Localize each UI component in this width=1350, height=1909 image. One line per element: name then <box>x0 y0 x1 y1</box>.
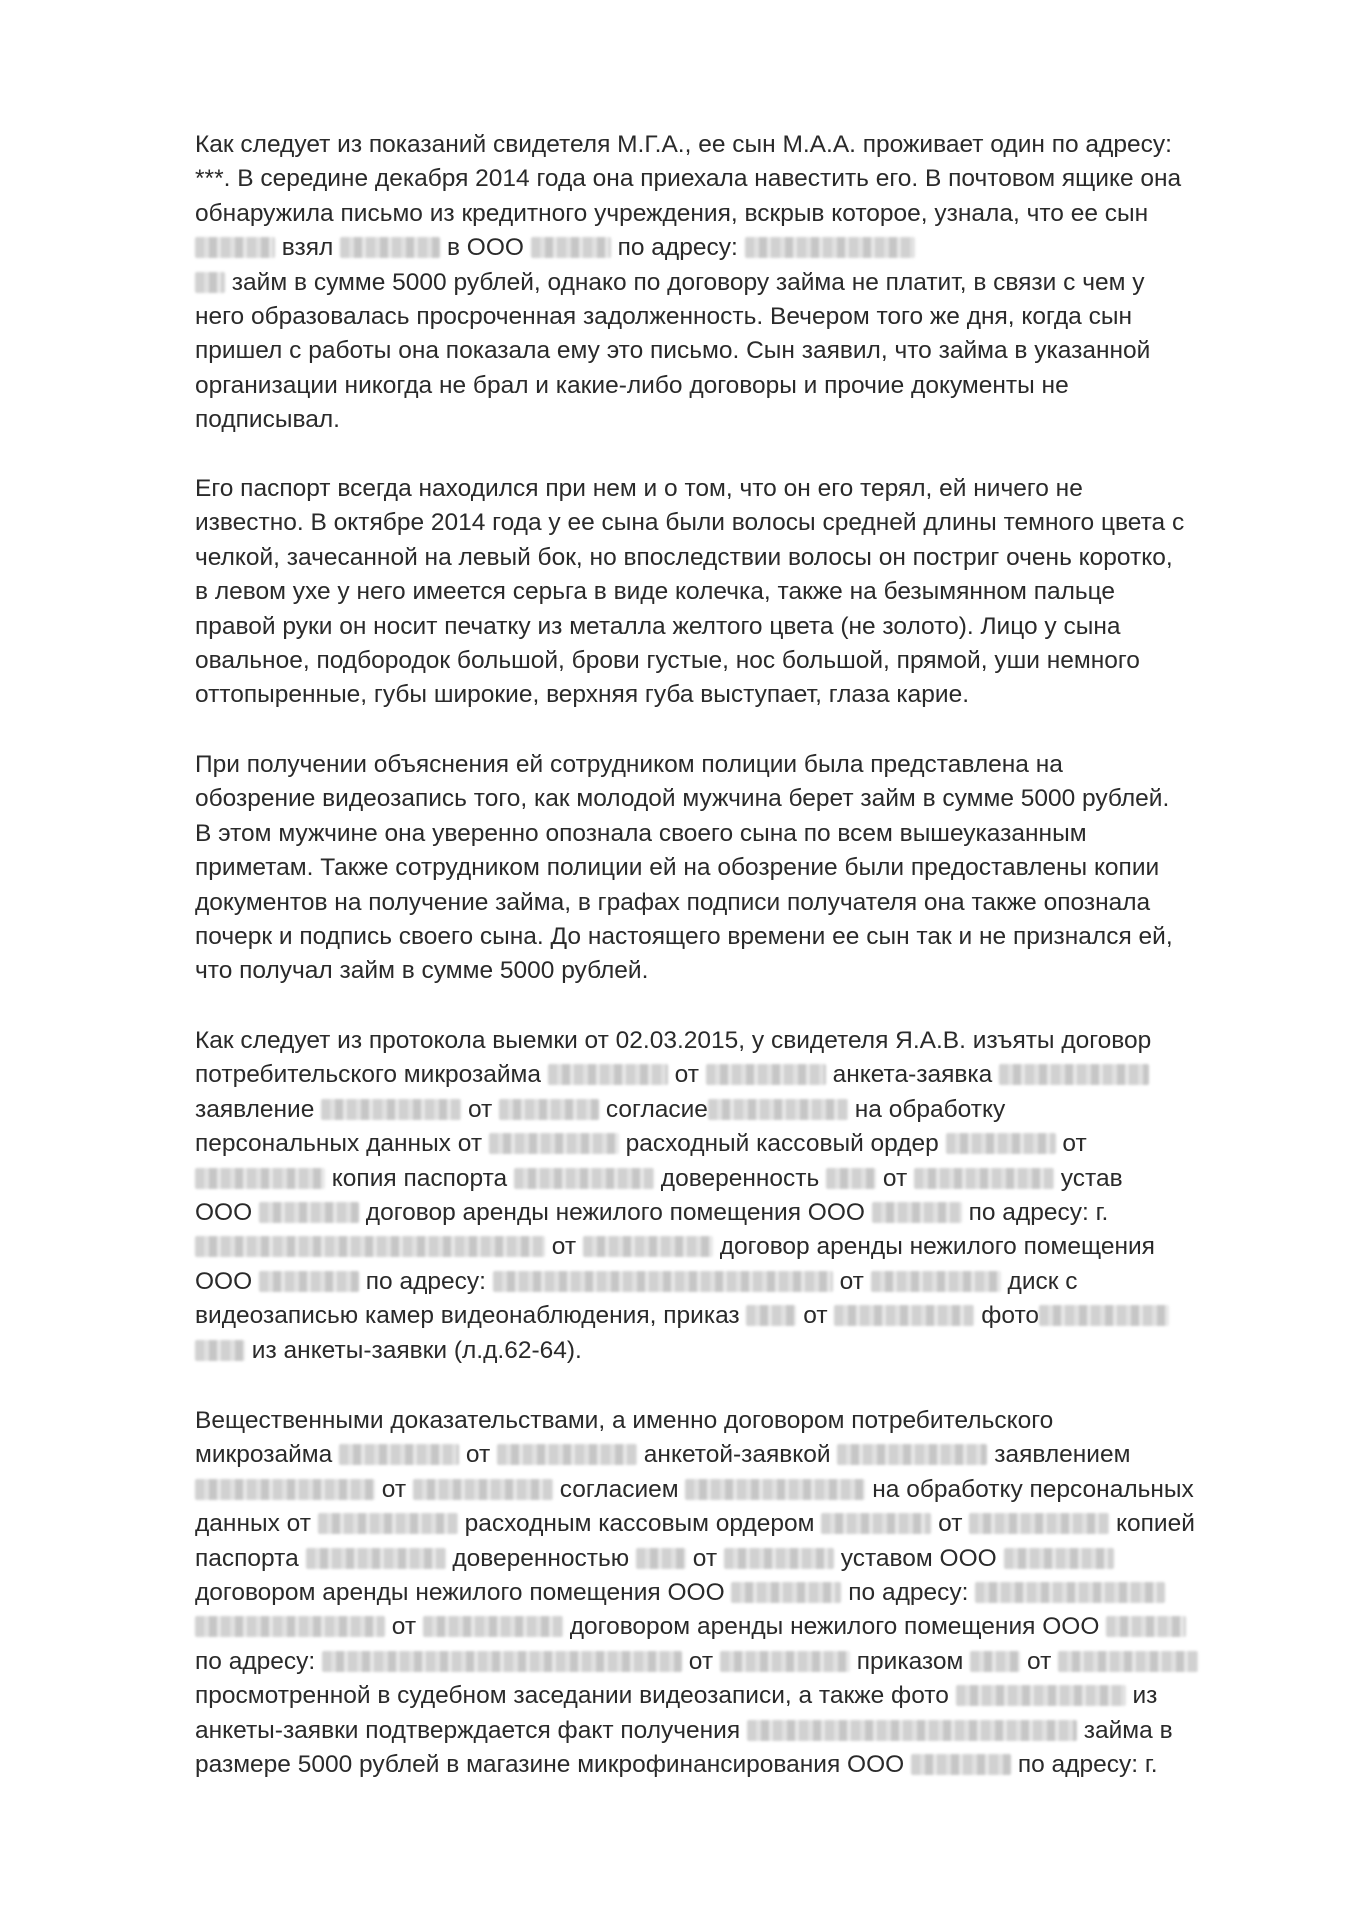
line-text: организации никогда не брал и какие-либо договоры и прочие документы не <box>195 371 1069 399</box>
line-text: по адресу: <box>358 1267 493 1295</box>
text-line <box>195 369 1275 403</box>
text-line <box>195 920 1275 954</box>
line-text: видеозаписью камер видеонаблюдения, приказ <box>195 1302 747 1330</box>
line-text: документов на получение займа, в графах подписи получателя она также опознала <box>195 888 1151 916</box>
text-line <box>195 1473 1275 1507</box>
text-line <box>195 1438 1275 1472</box>
redacted-text <box>911 1754 1011 1775</box>
line-text: заявление <box>195 1095 322 1123</box>
line-text: от <box>685 1544 724 1572</box>
redacted-text <box>497 1444 637 1465</box>
text-line <box>195 1093 1275 1127</box>
redacted-text <box>259 1271 359 1292</box>
redacted-text <box>720 1651 850 1672</box>
text-line <box>195 231 1275 265</box>
redacted-text <box>195 1340 245 1361</box>
line-text: заявлением <box>987 1441 1131 1469</box>
line-text: на обработку <box>847 1095 1006 1123</box>
line-text: диск с <box>1000 1267 1078 1295</box>
line-text: Его паспорт всегда находился при нем и о том, что он его терял, ей ничего не <box>195 475 1083 502</box>
text-line <box>195 334 1275 368</box>
redacted-text <box>340 237 440 258</box>
line-text: уставом ООО <box>833 1544 1004 1572</box>
line-text: Как следует из показаний свидетеля М.Г.А., ее сын М.А.А. проживает один по адресу: <box>195 131 1172 158</box>
text-line <box>195 1230 1275 1264</box>
paragraph-police-video <box>195 748 1275 989</box>
line-text: от <box>931 1510 970 1538</box>
line-text: Вещественными доказательствами, а именно договором потребительского <box>195 1407 1054 1434</box>
line-text: фото <box>974 1302 1040 1330</box>
line-text: займа в <box>1076 1716 1173 1744</box>
redacted-text <box>747 1720 1077 1741</box>
line-text: обозрение видеозапись того, как молодой мужчина берет займ в сумме 5000 рублей. <box>195 785 1170 813</box>
line-text: по адресу: г. <box>961 1198 1109 1226</box>
line-text: устав <box>1053 1164 1123 1192</box>
redacted-text <box>423 1616 563 1637</box>
redacted-text <box>834 1305 974 1326</box>
text-line <box>195 403 1275 437</box>
text-line <box>195 1127 1275 1161</box>
text-line <box>195 128 1275 162</box>
text-line <box>195 1507 1275 1541</box>
line-text: пришел с работы она показала ему это письмо. Сын заявил, что займа в указанной <box>195 337 1151 365</box>
line-text: ООО <box>195 1198 259 1226</box>
redacted-text <box>1039 1305 1169 1326</box>
text-line <box>195 954 1275 988</box>
redacted-text <box>548 1064 668 1085</box>
line-text: ***. В середине декабря 2014 года она приехала навестить его. В почтовом ящике она <box>195 165 1182 193</box>
line-text: от <box>682 1647 720 1675</box>
text-line <box>195 162 1275 196</box>
line-text: от <box>1020 1647 1059 1675</box>
line-text: анкеты-заявки подтверждается факт получения <box>195 1716 747 1744</box>
redacted-text <box>837 1444 987 1465</box>
redacted-text <box>195 272 225 293</box>
text-line <box>195 1265 1275 1299</box>
line-text: по адресу: <box>610 234 745 262</box>
redacted-text <box>322 1651 682 1672</box>
redacted-text <box>531 237 611 258</box>
line-text: договор аренды нежилого помещения ООО <box>358 1198 872 1226</box>
redacted-text <box>636 1548 686 1569</box>
line-text: приметам. Также сотрудником полиции ей на обозрение были предоставлены копии <box>195 854 1160 882</box>
text-line <box>195 851 1275 885</box>
line-text: паспорта <box>195 1544 306 1572</box>
line-text: от <box>1055 1130 1087 1158</box>
paragraph-seizure-protocol <box>195 1024 1275 1368</box>
text-line <box>195 644 1275 678</box>
line-text: копия паспорта <box>325 1164 514 1192</box>
text-line <box>195 541 1275 575</box>
redacted-text <box>708 1099 848 1120</box>
redacted-text <box>746 1305 796 1326</box>
redacted-text <box>195 1236 545 1257</box>
line-text: в левом ухе у него имеется серьга в виде колечка, также на безымянном пальце <box>195 578 1116 606</box>
line-text: анкета-заявка <box>825 1061 1000 1089</box>
line-text: расходный кассовый ордер <box>618 1130 946 1158</box>
text-line <box>195 1162 1275 1196</box>
text-line <box>195 1196 1275 1230</box>
text-line <box>195 1610 1275 1644</box>
line-text: обнаружила письмо из кредитного учреждения, вскрыв которое, узнала, что ее сын <box>195 199 1149 227</box>
line-text: от <box>667 1061 706 1089</box>
text-line <box>195 678 1275 712</box>
redacted-text <box>499 1099 599 1120</box>
text-line <box>195 300 1275 334</box>
line-text: по адресу: г. <box>1011 1750 1158 1778</box>
text-line <box>195 1542 1275 1576</box>
line-text: от <box>385 1613 423 1641</box>
line-text: расходным кассовым ордером <box>457 1510 822 1538</box>
line-text: от <box>876 1164 914 1192</box>
line-text: доверенностью <box>445 1544 636 1572</box>
line-text: приказом <box>849 1647 971 1675</box>
redacted-text <box>1106 1616 1186 1637</box>
line-text: из анкеты-заявки (л.д.62-64). <box>245 1336 582 1364</box>
redacted-text <box>489 1133 619 1154</box>
line-text: ООО <box>195 1267 259 1295</box>
text-line <box>195 1404 1275 1438</box>
text-line <box>195 886 1275 920</box>
redacted-text <box>821 1513 931 1534</box>
text-line <box>195 575 1275 609</box>
redacted-text <box>956 1685 1126 1706</box>
redacted-text <box>259 1202 359 1223</box>
line-text: известно. В октябре 2014 года у ее сына были волосы средней длины темного цвета с <box>195 509 1185 537</box>
redacted-text <box>731 1582 841 1603</box>
line-text: взял <box>275 234 341 262</box>
text-line <box>195 472 1275 506</box>
line-text: В этом мужчине она уверенно опознала своего сына по всем вышеуказанным <box>195 819 1087 847</box>
line-text: договор аренды нежилого помещения <box>712 1233 1155 1261</box>
line-text: данных от <box>195 1510 318 1538</box>
text-line <box>195 782 1275 816</box>
text-line <box>195 748 1275 782</box>
text-line <box>195 1679 1275 1713</box>
text-line <box>195 610 1275 644</box>
redacted-text <box>724 1548 834 1569</box>
redacted-text <box>493 1271 833 1292</box>
redacted-text <box>195 237 275 258</box>
line-text: от <box>832 1267 871 1295</box>
line-text: микрозайма <box>195 1441 340 1469</box>
line-text: договором аренды нежилого помещения ООО <box>195 1578 732 1606</box>
line-text: При получении объяснения ей сотрудником полиции была представлена на <box>195 751 1063 778</box>
redacted-text <box>745 237 915 258</box>
redacted-text <box>706 1064 826 1085</box>
text-line <box>195 1299 1275 1333</box>
line-text: размере 5000 рублей в магазине микрофинансирования ООО <box>195 1750 912 1778</box>
line-text: на обработку персональных <box>865 1475 1194 1503</box>
line-text: потребительского микрозайма <box>195 1061 548 1089</box>
line-text: почерк и подпись своего сына. До настоящего времени ее сын так и не признался ей, <box>195 922 1173 950</box>
text-line <box>195 1334 1275 1368</box>
line-text: оттопыренные, губы широкие, верхняя губа выступает, глаза карие. <box>195 681 970 709</box>
redacted-text <box>975 1582 1165 1603</box>
text-line <box>195 1024 1275 1058</box>
line-text: согласие <box>599 1095 708 1123</box>
redacted-text <box>306 1548 446 1569</box>
line-text: согласием <box>552 1475 686 1503</box>
redacted-text <box>1004 1548 1114 1569</box>
line-text: него образовалась просроченная задолженность. Вечером того же дня, когда сын <box>195 302 1132 330</box>
redacted-text <box>195 1168 325 1189</box>
redacted-text <box>413 1479 553 1500</box>
text-line <box>195 197 1275 231</box>
redacted-text <box>321 1099 461 1120</box>
redacted-text <box>514 1168 654 1189</box>
redacted-text <box>195 1616 385 1637</box>
line-text: персональных данных от <box>195 1130 489 1158</box>
line-text: правой руки он носит печатку из металла желтого цвета (не золото). Лицо у сына <box>195 612 1121 640</box>
line-text: в ООО <box>440 234 531 262</box>
text-line <box>195 1058 1275 1092</box>
redacted-text <box>914 1168 1054 1189</box>
line-text: что получал займ в сумме 5000 рублей. <box>195 957 649 985</box>
line-text: подписывал. <box>195 406 340 434</box>
line-text: анкетой-заявкой <box>636 1441 838 1469</box>
line-text: овальное, подбородок большой, брови густые, нос большой, прямой, уши немного <box>195 646 1140 674</box>
line-text: челкой, зачесанной на левый бок, но впоследствии волосы он постриг очень коротко, <box>195 543 1173 571</box>
redacted-text <box>871 1271 1001 1292</box>
line-text: просмотренной в судебном заседании видеозаписи, а также фото <box>195 1682 956 1710</box>
text-line <box>195 1714 1275 1748</box>
text-line <box>195 266 1275 300</box>
line-text: доверенность <box>653 1164 827 1192</box>
redacted-text <box>1058 1651 1198 1672</box>
paragraph-witness-testimony <box>195 128 1275 438</box>
line-text: из <box>1125 1682 1158 1710</box>
redacted-text <box>195 1479 375 1500</box>
redacted-text <box>318 1513 458 1534</box>
line-text: от <box>461 1095 500 1123</box>
redacted-text <box>999 1064 1149 1085</box>
redacted-text <box>339 1444 459 1465</box>
line-text: займ в сумме 5000 рублей, однако по договору займа не платит, в связи с чем у <box>225 268 1145 296</box>
redacted-text <box>946 1133 1056 1154</box>
line-text: от <box>459 1441 497 1469</box>
redacted-text <box>970 1651 1020 1672</box>
text-line <box>195 1576 1275 1610</box>
text-line <box>195 506 1275 540</box>
text-line <box>195 1645 1275 1679</box>
redacted-text <box>969 1513 1109 1534</box>
line-text: от <box>796 1302 835 1330</box>
line-text: договором аренды нежилого помещения ООО <box>562 1613 1107 1641</box>
redacted-text <box>583 1236 713 1257</box>
paragraph-material-evidence <box>195 1404 1275 1782</box>
line-text: от <box>545 1233 583 1261</box>
text-line <box>195 817 1275 851</box>
paragraph-passport-appearance <box>195 472 1275 713</box>
line-text: Как следует из протокола выемки от 02.03.2015, у свидетеля Я.А.В. изъяты договор <box>195 1027 1152 1054</box>
line-text: по адресу: <box>195 1647 322 1675</box>
redacted-text <box>826 1168 876 1189</box>
redacted-text <box>872 1202 962 1223</box>
line-text: по адресу: <box>841 1578 976 1606</box>
line-text: от <box>375 1475 413 1503</box>
line-text: копией <box>1109 1510 1195 1538</box>
text-line <box>195 1748 1275 1782</box>
redacted-text <box>685 1479 865 1500</box>
